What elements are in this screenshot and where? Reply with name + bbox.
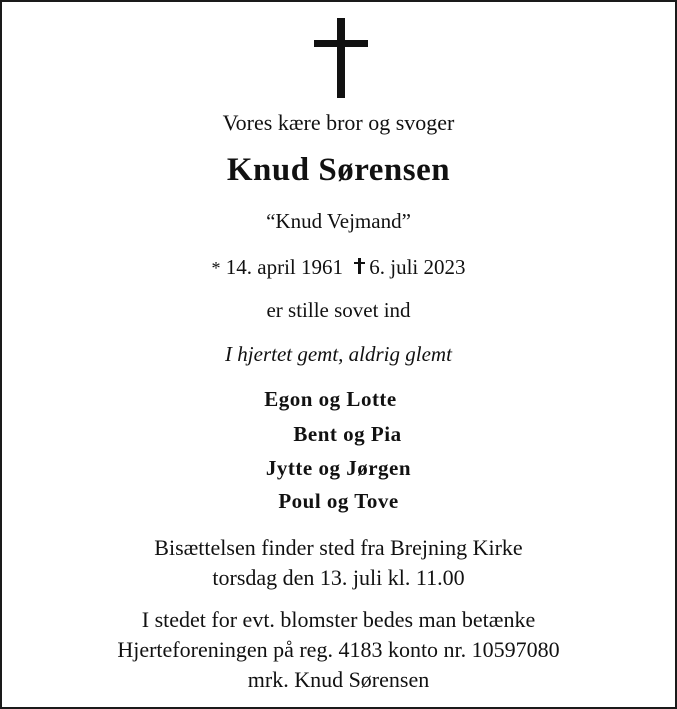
family-line: Poul og Tove <box>278 489 399 513</box>
funeral-place: Bisættelsen finder sted fra Brejning Kirke <box>154 535 523 560</box>
family-line: Bent og Pia <box>293 422 402 446</box>
donation-reference: mrk. Knud Sørensen <box>247 667 430 692</box>
latin-cross-icon <box>314 18 368 98</box>
sleep-line: er stille sovet ind <box>266 298 411 322</box>
nickname: “Knud Vejmand” <box>266 209 411 233</box>
funeral-time: torsdag den 13. juli kl. 11.00 <box>212 565 465 590</box>
family-line: Jytte og Jørgen <box>265 456 412 480</box>
born-symbol: * <box>211 258 221 278</box>
donation-account: Hjerteforeningen på reg. 4183 konto nr. 10597080 <box>117 637 560 662</box>
life-dates <box>2 255 675 280</box>
intro-text: Vores kære bror og svoger <box>222 110 455 135</box>
family-line: Egon og Lotte <box>264 387 397 411</box>
memorial-request: I stedet for evt. blomster bedes man betænke <box>141 607 536 632</box>
memorial-verse: I hjertet gemt, aldrig glemt <box>225 342 452 366</box>
birth-date: 14. april 1961 <box>225 255 343 279</box>
death-date: 6. juli 2023 <box>369 255 466 279</box>
small-cross-icon <box>354 258 365 274</box>
deceased-name: Knud Sørensen <box>226 152 451 188</box>
